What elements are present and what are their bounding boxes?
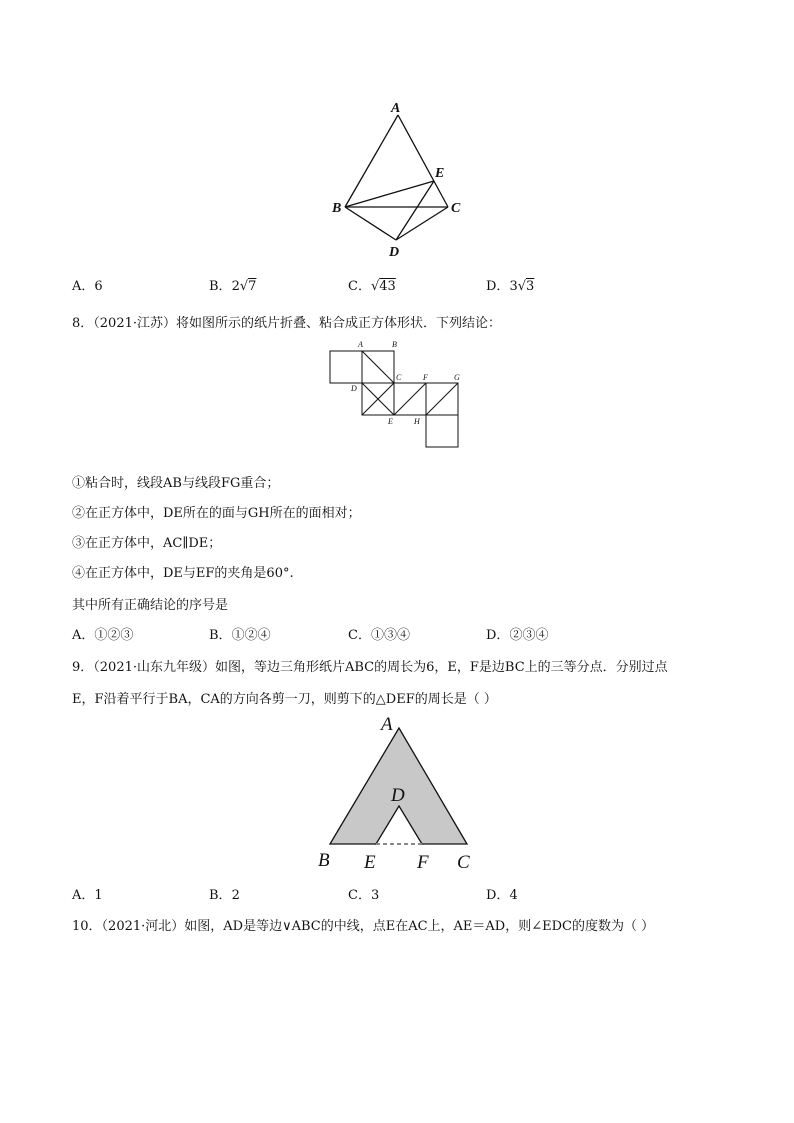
net-label-h: H [414,417,420,426]
q7-option-b[interactable] [209,275,256,294]
option-letter: B． [209,279,232,294]
option-letter: B． [209,628,232,643]
label-e: E [435,166,445,181]
q8-option-b[interactable] [209,624,271,643]
option-letter: C． [348,628,371,643]
net-label-d: D [351,384,357,393]
option-letter: D． [486,888,510,903]
label-b: B [332,201,342,216]
net-label-c: C [396,373,402,382]
q8-option-a[interactable] [72,624,133,643]
net-label-g: G [454,373,460,382]
option-radicand: 43 [379,279,396,294]
q8-option-c[interactable] [348,624,410,643]
q9-option-c[interactable] [348,884,379,903]
option-radicand: 7 [248,279,257,294]
option-letter: A． [72,888,95,903]
option-letter: C． [348,888,371,903]
sqrt-sign: √ [239,279,249,294]
segment-cd [396,207,448,240]
sqrt-sign: √ [517,279,527,294]
net-label-e: E [388,417,393,426]
label-a: A [381,714,393,735]
label-c: C [457,852,470,873]
segment-ac [398,115,448,207]
option-coef: 3 [509,279,518,294]
option-letter: B． [209,888,232,903]
q9-stem-line-1: 9．（2021·山东九年级）如图，等边三角形纸片ABC的周长为6，E，F是边BC上的三等分点．分别过点 [72,660,668,675]
sqrt-sign: √ [370,279,380,294]
option-letter: A． [72,628,95,643]
option-value: 6 [94,279,103,294]
q8-statement-1: ①粘合时，线段AB与线段FG重合； [72,476,280,491]
option-value: ①②③ [94,628,134,643]
q8-statement-4: ④在正方体中，DE与EF的夹角是60°. [72,566,294,581]
label-d: D [391,785,405,806]
q9-option-b[interactable] [209,884,240,903]
q8-cube-net-figure [325,335,465,453]
option-value: 1 [94,888,103,903]
q9-option-d[interactable] [486,884,518,903]
option-letter: D． [486,628,510,643]
label-f: F [417,852,429,873]
option-value: ①②④ [231,628,271,643]
q9-figure [310,712,480,877]
option-letter: D． [486,279,510,294]
label-c: C [451,201,461,216]
option-value: 2 [231,888,240,903]
label-b: B [318,850,330,871]
option-value: 4 [509,888,518,903]
q9-option-a[interactable] [72,884,103,903]
q8-statement-3: ③在正方体中，AC∥DE； [72,536,222,551]
q7-figure [320,95,470,265]
net-label-b: B [392,340,397,349]
label-d: D [389,245,400,260]
label-e: E [364,852,376,873]
option-radicand: 3 [526,279,535,294]
net-label-f: F [423,373,428,382]
q10-stem: 10．（2021·河北）如图，AD是等边∨ABC的中线，点E在AC上，AE＝AD，则∠EDC的度数为（ ） [72,919,655,934]
option-coef: 2 [231,279,240,294]
option-value: ①③④ [370,628,410,643]
q8-prompt: 其中所有正确结论的序号是 [72,598,229,613]
q7-option-d[interactable] [486,275,534,294]
option-letter: C． [348,279,371,294]
net-label-a: A [358,340,363,349]
q9-stem-line-2: E，F沿着平行于BA，CA的方向各剪一刀，则剪下的△DEF的周长是（ ） [72,692,497,707]
q7-option-a[interactable] [72,275,103,294]
option-value: ②③④ [509,628,549,643]
q8-stem: 8．（2021·江苏）将如图所示的纸片折叠、粘合成正方体形状．下列结论： [72,316,501,331]
q8-statement-2: ②在正方体中，DE所在的面与GH所在的面相对； [72,506,361,521]
q7-option-c[interactable] [348,275,396,294]
label-a: A [391,101,401,116]
q8-option-d[interactable] [486,624,548,643]
option-letter: A． [72,279,95,294]
segment-bd [345,207,396,240]
option-value: 3 [370,888,380,903]
